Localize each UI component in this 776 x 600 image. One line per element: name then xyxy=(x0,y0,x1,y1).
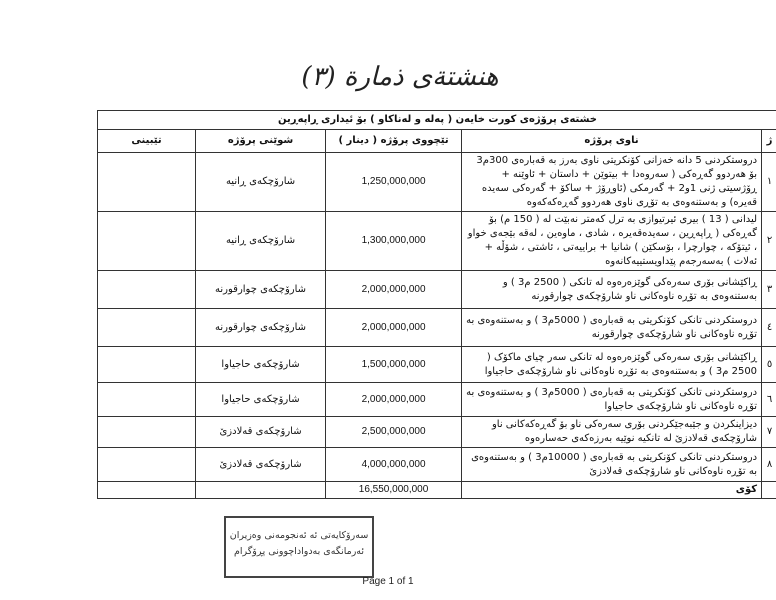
row-location: شارۆچکەی قەلادزێ xyxy=(196,448,326,482)
row-location: شارۆچکەی حاجیاوا xyxy=(196,383,326,417)
row-cost: 1,300,000,000 xyxy=(326,212,462,271)
table-header-row xyxy=(98,130,776,153)
total-label: کۆی xyxy=(462,482,762,499)
row-project: دروستکردنی 5 دانە خەزانی کۆنکریتی ناوی بەرز بە قەبارەی 300م3 بۆ هەردوو گەڕەکی ( سەروەدا + بیتوێن + داستان + ئاوێنە + ڕۆژسیتی ژنی 1و2 + گەرمکی (ئاوڕۆژ + ساکۆ + گەرەکی سەیدە قەیرە) و بەستنەوەی بە تۆڕی ناوی هەردوو گەڕەکەکەوە xyxy=(462,153,762,212)
row-location: شارۆچکەی چوارقورنە xyxy=(196,309,326,347)
row-number: ١ xyxy=(762,153,776,212)
document-title: هنشتةى ذمارة (٣) xyxy=(301,62,499,92)
row-cost: 4,000,000,000 xyxy=(326,448,462,482)
row-notes xyxy=(98,347,196,383)
row-number: ٥ xyxy=(762,347,776,383)
row-project: دروستکردنی تانکی کۆنکریتی بە قەبارەی ( 5000م3 ) و بەستنەوەی بە تۆڕە ناوەکانی ناو شارۆچکەی حاجیاوا xyxy=(462,383,762,417)
row-cost: 2,000,000,000 xyxy=(326,383,462,417)
row-location: شارۆچکەی حاجیاوا xyxy=(196,347,326,383)
table-row xyxy=(98,347,776,383)
row-notes xyxy=(98,271,196,309)
row-notes xyxy=(98,448,196,482)
header-num: ژ xyxy=(762,130,776,153)
total-cost: 16,550,000,000 xyxy=(326,482,462,499)
table-row xyxy=(98,383,776,417)
table-row xyxy=(98,417,776,448)
row-cost: 1,500,000,000 xyxy=(326,347,462,383)
row-number: ٢ xyxy=(762,212,776,271)
table-caption: خشتەی پرۆژەی کورت خایەن ( پەلە و لەناکاو ) بۆ ئیداری ڕاپەڕین xyxy=(98,111,776,130)
office-stamp xyxy=(224,516,374,578)
row-notes xyxy=(98,309,196,347)
total-row xyxy=(98,482,776,499)
projects-table xyxy=(97,110,776,499)
table-row xyxy=(98,153,776,212)
row-project: ڕاکێشانی بۆری سەرەکی گوێزەرەوە لە تانکی ( 2500 م3 ) و بەستنەوەی بە تۆڕە ناوەکانی ناو شارۆچکەی چوارقورنە xyxy=(462,271,762,309)
row-cost: 2,000,000,000 xyxy=(326,271,462,309)
row-cost: 2,000,000,000 xyxy=(326,309,462,347)
header-location: شوێنی پرۆژە xyxy=(196,130,326,153)
row-location: شارۆچکەی ڕانیە xyxy=(196,153,326,212)
row-location: شارۆچکەی قەلادزێ xyxy=(196,417,326,448)
page-footer: Page 1 of 1 xyxy=(362,576,414,587)
table-row xyxy=(98,309,776,347)
row-notes xyxy=(98,153,196,212)
header-cost: تێچووی پرۆژە ( دینار ) xyxy=(326,130,462,153)
table-row xyxy=(98,271,776,309)
table-row xyxy=(98,448,776,482)
row-cost: 1,250,000,000 xyxy=(326,153,462,212)
row-cost: 2,500,000,000 xyxy=(326,417,462,448)
table-row xyxy=(98,212,776,271)
row-number: ٦ xyxy=(762,383,776,417)
row-project: دیزاینکردن و جێبەجێکردنی بۆری سەرەکی ناو بۆ گەڕەکەکانی ناو شارۆچکەی قەلادزێ لە تانکیە نوێیە بەرزەکەی حەسارەوە xyxy=(462,417,762,448)
stamp-line-1: سەرۆکایەتی ئە ئەنجومەنی وەزیران xyxy=(229,530,369,541)
row-location: شارۆچکەی چوارقورنە xyxy=(196,271,326,309)
row-notes xyxy=(98,417,196,448)
header-project: ناوی پرۆژە xyxy=(462,130,762,153)
row-number: ٧ xyxy=(762,417,776,448)
row-project: لیدانی ( 13 ) بیری ئیرتیوازی بە ترل کەمتر نەبێت لە ( 150 م) بۆ گەڕەکی ( ڕاپەڕین ، سەیدەقەیرە ، شادی ، ماوەین ، لەقە بێجەی خواو ، ئیتۆکە ، چوارچرا ، بۆسکێن ) شانیا + براییەتی ، ئاشتی ، شۆڵە + ئەلات ) بەسەرجەم پێداویستییەکانەوە xyxy=(462,212,762,271)
row-project: ڕاکێشانی بۆری سەرەکی گوێزەرەوە لە تانکی سەر چیای ماکۆک ( 2500 م3 ) و بەستنەوەی بە تۆڕە ناوەکانی ناو شارۆچکەی حاجیاوا xyxy=(462,347,762,383)
row-location: شارۆچکەی ڕانیە xyxy=(196,212,326,271)
header-notes: تێبینی xyxy=(98,130,196,153)
row-number: ٤ xyxy=(762,309,776,347)
row-number: ٣ xyxy=(762,271,776,309)
stamp-line-2: ئەرمانگەی بەدواداچوونی پڕۆگرام xyxy=(233,546,365,557)
row-project: دروستکردنی تانکی کۆنکریتی بە قەبارەی ( 5000م3 ) و بەستنەوەی بە تۆڕە ناوەکانی ناو شارۆچکەی چوارقورنە xyxy=(462,309,762,347)
row-number: ٨ xyxy=(762,448,776,482)
row-project: دروستکردنی تانکی کۆنکریتی بە قەبارەی ( 10000م3 ) و بەستنەوەی بە تۆڕە ناوەکانی ناو شارۆچکەی قەلادزێ xyxy=(462,448,762,482)
row-notes xyxy=(98,383,196,417)
row-notes xyxy=(98,212,196,271)
